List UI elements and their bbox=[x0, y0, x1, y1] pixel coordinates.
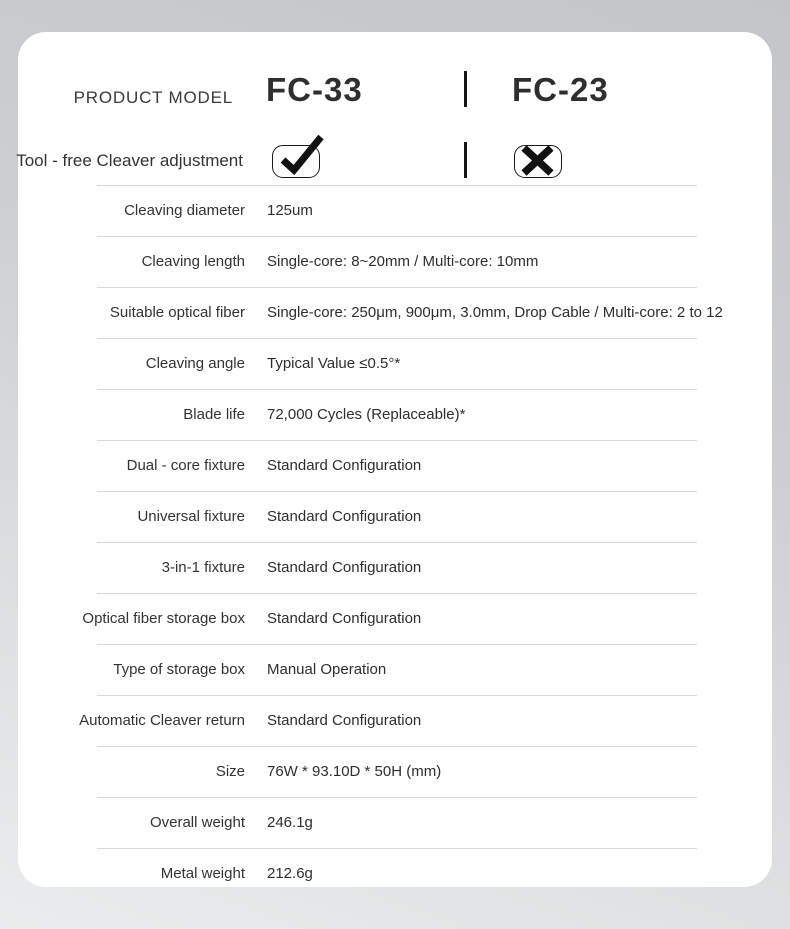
table-row bbox=[97, 236, 697, 287]
spec-value: 76W * 93.10D * 50H (mm) bbox=[267, 763, 442, 780]
table-row bbox=[97, 185, 697, 236]
spec-value: 212.6g bbox=[267, 865, 313, 882]
spec-label: Type of storage box bbox=[113, 661, 245, 678]
spec-value: Standard Configuration bbox=[267, 559, 422, 576]
spec-value: Single-core: 250μm, 900μm, 3.0mm, Drop Cable / Multi-core: 2 to 12 bbox=[267, 304, 723, 321]
table-row bbox=[97, 797, 697, 848]
spec-table bbox=[79, 185, 723, 899]
spec-label: Dual - core fixture bbox=[126, 457, 245, 474]
spec-value: Standard Configuration bbox=[267, 712, 422, 729]
spec-label: Suitable optical fiber bbox=[109, 304, 245, 321]
spec-value: Standard Configuration bbox=[267, 508, 422, 525]
spec-label: Overall weight bbox=[149, 814, 245, 831]
table-row bbox=[97, 338, 697, 389]
spec-label: Universal fixture bbox=[137, 508, 245, 525]
comparison-row-label: Tool - free Cleaver adjustment bbox=[16, 151, 243, 170]
spec-value: Standard Configuration bbox=[267, 457, 422, 474]
spec-label: Optical fiber storage box bbox=[82, 610, 245, 627]
cross-icon bbox=[520, 146, 556, 176]
spec-value: 246.1g bbox=[267, 814, 313, 831]
header-divider bbox=[464, 71, 467, 107]
spec-label: Size bbox=[215, 763, 245, 780]
model-name-fc33: FC-33 bbox=[266, 71, 363, 108]
spec-label: Cleaving diameter bbox=[124, 202, 245, 219]
spec-label: Cleaving angle bbox=[145, 355, 245, 372]
spec-label: Metal weight bbox=[160, 865, 245, 882]
table-row bbox=[82, 593, 697, 644]
table-row bbox=[97, 644, 697, 695]
fc33-supported-badge bbox=[272, 145, 320, 178]
spec-value: 125um bbox=[267, 202, 313, 219]
model-name-fc23: FC-23 bbox=[512, 71, 609, 108]
spec-value: Typical Value ≤0.5°* bbox=[267, 355, 401, 372]
table-row bbox=[97, 491, 697, 542]
comparison-divider bbox=[464, 142, 467, 178]
spec-card bbox=[18, 32, 772, 887]
fc23-unsupported-badge bbox=[514, 145, 562, 178]
table-row bbox=[97, 287, 723, 338]
spec-value: Manual Operation bbox=[267, 661, 387, 678]
spec-value: 72,000 Cycles (Replaceable)* bbox=[267, 406, 466, 423]
table-row bbox=[79, 695, 697, 746]
spec-value: Single-core: 8~20mm / Multi-core: 10mm bbox=[267, 253, 539, 270]
spec-value: Standard Configuration bbox=[267, 610, 422, 627]
table-row bbox=[97, 746, 697, 797]
spec-label: 3-in-1 fixture bbox=[161, 559, 245, 576]
table-row bbox=[97, 389, 697, 440]
table-row bbox=[97, 440, 697, 491]
table-row bbox=[97, 542, 697, 593]
table-row bbox=[97, 848, 697, 899]
spec-label: Automatic Cleaver return bbox=[79, 712, 245, 729]
spec-label: Blade life bbox=[183, 406, 245, 423]
check-icon bbox=[276, 133, 324, 181]
product-model-label: PRODUCT MODEL bbox=[73, 88, 233, 107]
spec-label: Cleaving length bbox=[141, 253, 245, 270]
